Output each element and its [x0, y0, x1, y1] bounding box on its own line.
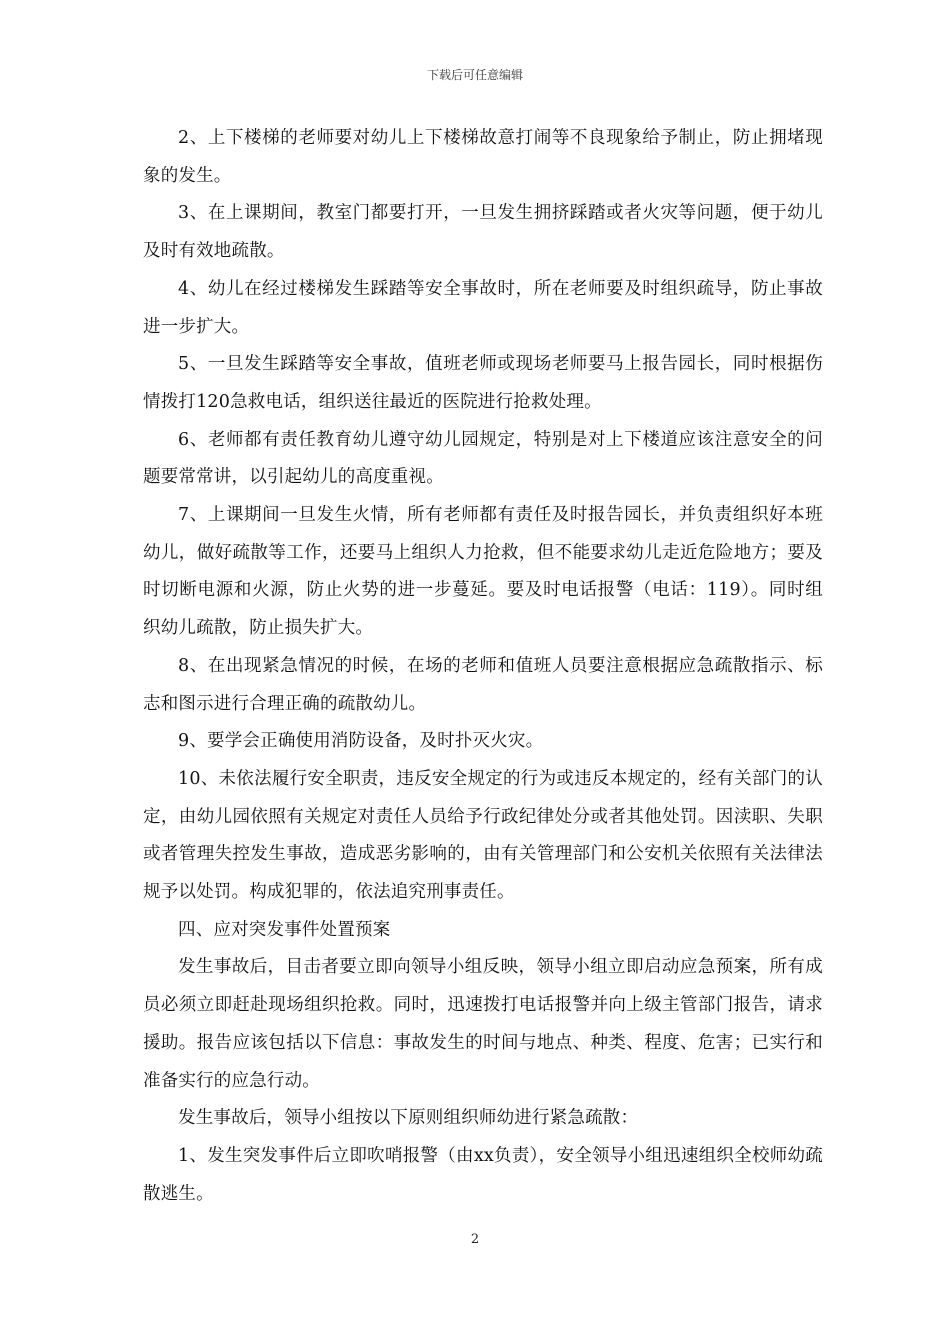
paragraph: 发生事故后，领导小组按以下原则组织师幼进行紧急疏散： — [178, 1108, 639, 1129]
section-heading: 四、应对突发事件处置预案 — [178, 919, 391, 940]
paragraph: 6、老师都有责任教育幼儿遵守幼儿园规定，特别是对上下楼道应该注意安全的问题要常常讲，以引起幼儿的高度重视。 — [143, 429, 823, 488]
page-header-note: 下载后可任意编辑 — [426, 68, 523, 82]
paragraph: 9、要学会正确使用消防设备，及时扑灭火灾。 — [178, 731, 544, 752]
paragraph: 2、上下楼梯的老师要对幼儿上下楼梯故意打闹等不良现象给予制止，防止拥堵现象的发生。 — [143, 128, 823, 186]
paragraph: 5、一旦发生踩踏等安全事故，值班老师或现场老师要马上报告园长，同时根据伤情拨打120急救电话，组织送往最近的医院进行抢救处理。 — [143, 354, 823, 412]
paragraph: 7、上课期间一旦发生火情，所有老师都有责任及时报告园长，并负责组织好本班幼儿，做好疏散等工作，还要马上组织人力抢救，但不能要求幼儿走近危险地方；要及时切断电源和火源，防止火势的进一步蔓延。要及时电话报警（电话：119）。同时组织幼儿疏散，防止损失扩大。 — [143, 505, 823, 639]
paragraph: 4、幼儿在经过楼梯发生踩踏等安全事故时，所在老师要及时组织疏导，防止事故进一步扩大。 — [143, 278, 823, 337]
paragraph: 8、在出现紧急情况的时候，在场的老师和值班人员要注意根据应急疏散指示、标志和图示进行合理正确的疏散幼儿。 — [143, 655, 823, 714]
paragraph: 1、发生突发事件后立即吹哨报警（由xx负责），安全领导小组迅速组织全校师幼疏散逃生。 — [143, 1145, 823, 1204]
document-body — [143, 120, 823, 1213]
paragraph: 10、未依法履行安全职责，违反安全规定的行为或违反本规定的，经有关部门的认定，由幼儿园依照有关规定对责任人员给予行政纪律处分或者其他处罚。因渎职、失职或者管理失控发生事故，造成恶劣影响的，由有关管理部门和公安机关依照有关法律法规予以处罚。构成犯罪的，依法追究刑事责任。 — [143, 768, 823, 903]
page-number: 2 — [470, 1232, 480, 1247]
paragraph: 3、在上课期间，教室门都要打开，一旦发生拥挤踩踏或者火灾等问题，便于幼儿及时有效地疏散。 — [143, 203, 823, 262]
paragraph: 发生事故后，目击者要立即向领导小组反映，领导小组立即启动应急预案，所有成员必须立即赶赴现场组织抢救。同时，迅速拨打电话报警并向上级主管部门报告，请求援助。报告应该包括以下信息：事故发生的时间与地点、种类、程度、危害；已实行和准备实行的应急行动。 — [143, 957, 823, 1091]
